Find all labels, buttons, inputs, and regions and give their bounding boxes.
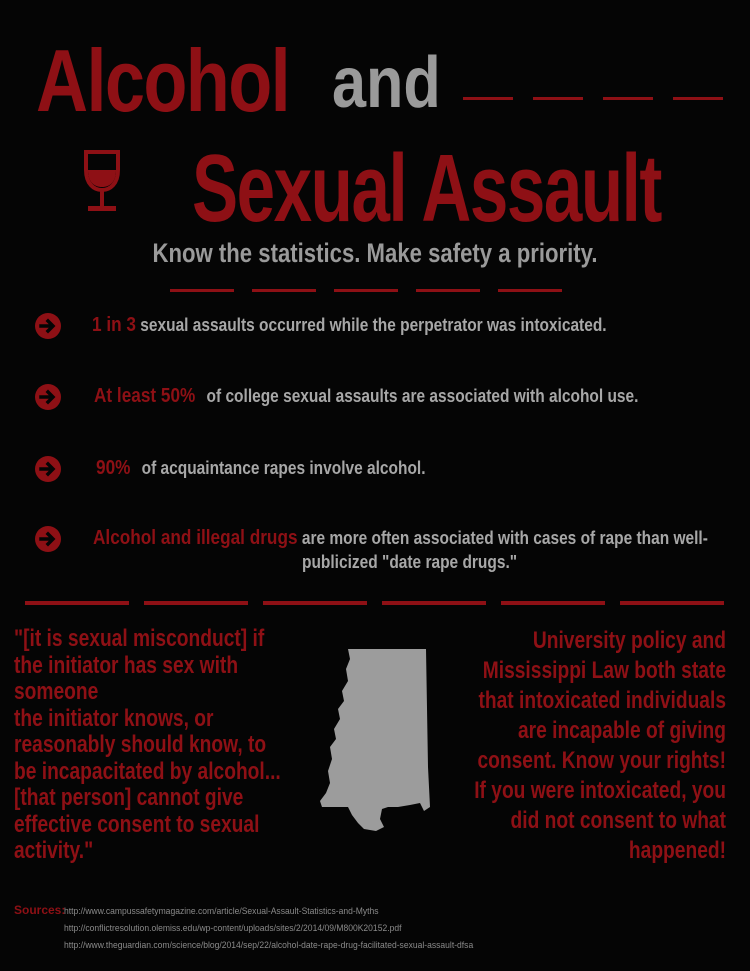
arrow-right-circle-icon [34, 383, 62, 411]
section-dash [382, 601, 486, 605]
stat-text: sexual assaults occurred while the perpetrator was intoxicated. [140, 315, 607, 335]
stat-text: of acquaintance rapes involve alcohol. [141, 458, 426, 478]
divider-dash [416, 289, 480, 292]
quote-line: the initiator has sex with [14, 651, 239, 679]
title-dash [533, 97, 583, 100]
statement-line: consent. Know your rights! [477, 747, 726, 774]
stat-item [92, 314, 642, 337]
subtitle: Know the statistics. Make safety a priority. [152, 238, 598, 268]
stat-text: are more often associated with cases of rape than well- [301, 528, 708, 548]
statement-line: happened! [628, 837, 726, 864]
source-link[interactable]: http://www.theguardian.com/science/blog/2014/sep/22/alcohol-date-rape-drug-facilitated-sexual-assault-dfsa [64, 940, 474, 951]
title-sexual-assault: Sexual Assault [192, 135, 662, 242]
quote-line: [that person] cannot give [14, 784, 244, 811]
divider-dash [498, 289, 562, 292]
stat-item [96, 457, 646, 480]
quote-line: reasonably should know, to [14, 731, 267, 758]
title-dash [463, 97, 513, 100]
statement-line: are incapable of giving [517, 717, 726, 744]
section-dash [144, 601, 248, 605]
title-dash [603, 97, 653, 100]
section-dash [620, 601, 724, 605]
stat-highlight: 90% [96, 457, 131, 479]
sources-label: Sources: [14, 903, 66, 917]
section-dash [263, 601, 367, 605]
stat-text: of college sexual assaults are associated with alcohol use. [206, 386, 639, 406]
rights-statement [422, 626, 726, 866]
stat-highlight: Alcohol and illegal drugs [93, 527, 298, 549]
source-link[interactable]: http://www.campussafetymagazine.com/article/Sexual-Assault-Statistics-and-Myths [64, 906, 379, 917]
quote-line: the initiator knows, or [14, 704, 214, 732]
quote-line: activity." [14, 837, 94, 864]
statement-line: Mississippi Law both state [482, 657, 726, 684]
stat-item [94, 385, 644, 408]
stat-text-line2: publicized "date rape drugs." [302, 552, 518, 572]
divider-dash [252, 289, 316, 292]
stat-item [93, 527, 712, 550]
quote-line: be incapacitated by alcohol... [14, 757, 281, 785]
stat-item-continued [302, 552, 646, 573]
title-alcohol: Alcohol [36, 31, 290, 130]
statement-line: If you were intoxicated, you [474, 777, 726, 804]
arrow-right-circle-icon [34, 312, 62, 340]
quote-line: "[it is sexual misconduct] if [14, 625, 265, 652]
statement-line: did not consent to what [510, 807, 726, 834]
divider-dash [170, 289, 234, 292]
source-link[interactable]: http://conflictresolution.olemiss.edu/wp-content/uploads/sites/2/2014/09/M800K20152.pdf [64, 923, 402, 934]
section-dash [25, 601, 129, 605]
statement-line: that intoxicated individuals [478, 687, 726, 714]
wine-glass-icon [80, 150, 124, 216]
statement-line: University policy and [532, 627, 726, 654]
mississippi-map [318, 647, 432, 833]
arrow-right-circle-icon [34, 455, 62, 483]
divider-dash [334, 289, 398, 292]
quote-line: someone [14, 678, 99, 705]
stat-highlight: 1 in 3 [92, 314, 136, 336]
stat-highlight: At least 50% [94, 385, 196, 407]
section-dash [501, 601, 605, 605]
quote-line: effective consent to sexual [14, 810, 260, 838]
policy-quote [14, 626, 318, 865]
arrow-right-circle-icon [34, 525, 62, 553]
sources [14, 903, 519, 954]
title-and: and [332, 43, 441, 123]
title-dash [673, 97, 723, 100]
